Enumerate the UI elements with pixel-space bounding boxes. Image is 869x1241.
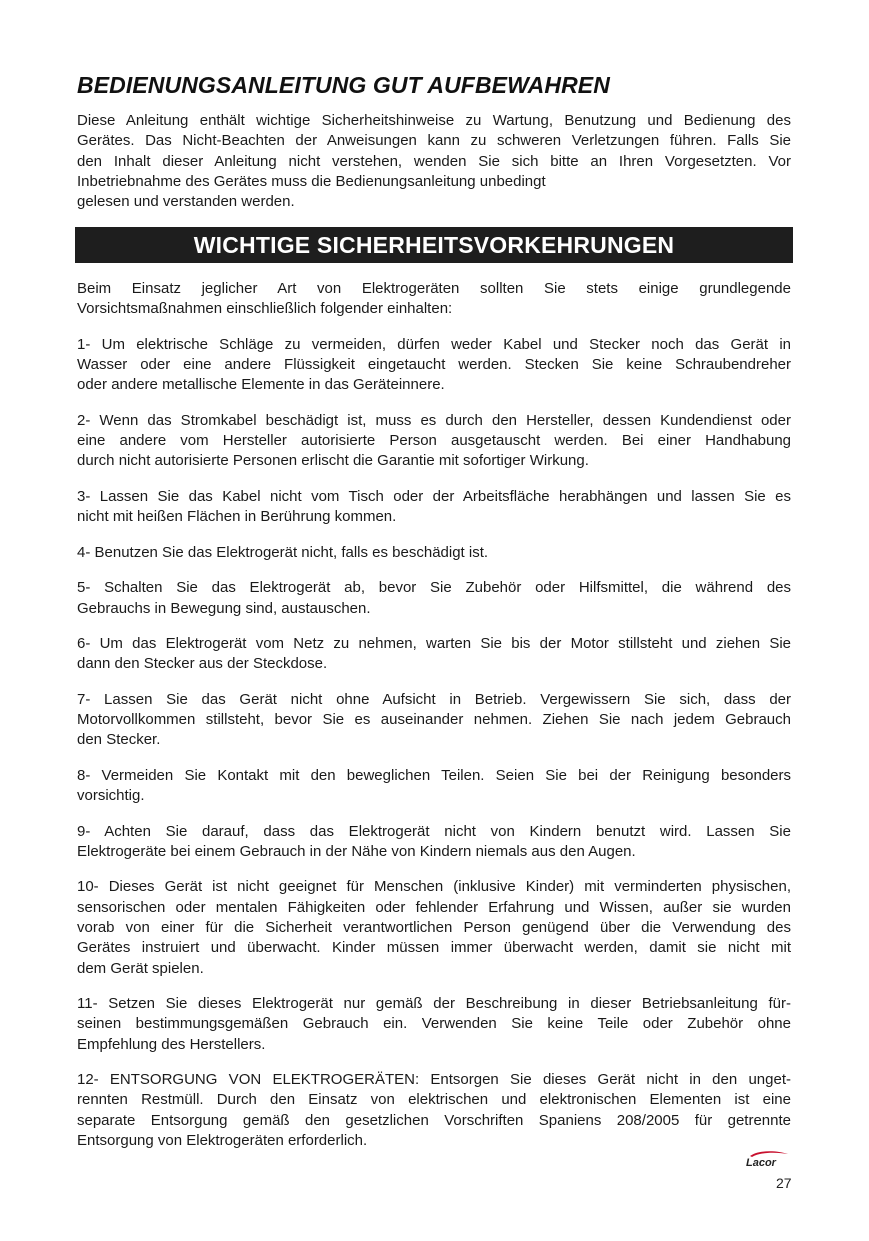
paragraph-item-10 xyxy=(77,877,791,978)
paragraph-preamble xyxy=(77,279,791,320)
paragraph-item-12 xyxy=(77,1070,791,1151)
text-line: 7- Lassen Sie das Gerät nicht ohne Aufsicht in Betrieb. Vergewissern Sie sich, dass der xyxy=(77,690,791,708)
text-line: Gebrauchs in Bewegung sind, austauschen. xyxy=(77,599,371,617)
text-line: dann den Stecker aus der Steckdose. xyxy=(77,655,328,673)
page-title: BEDIENUNGSANLEITUNG GUT AUFBEWAHREN xyxy=(77,72,610,98)
text-line: Motorvollkommen stillsteht, bevor Sie es auseinander nehmen. Ziehen Sie nach jedem Gebrauch xyxy=(77,711,791,729)
paragraph-item-2 xyxy=(77,411,791,472)
text-line: 1- Um elektrische Schläge zu vermeiden, dürfen weder Kabel und Stecker noch das Gerät in xyxy=(77,335,791,353)
text-line: 3- Lassen Sie das Kabel nicht vom Tisch oder der Arbeitsfläche herabhängen und lassen Sie es xyxy=(77,487,791,505)
text-line: 4- Benutzen Sie das Elektrogerät nicht, falls es beschädigt ist. xyxy=(77,543,489,561)
paragraph-item-4 xyxy=(77,543,791,563)
paragraph-item-9 xyxy=(77,822,791,863)
page-number: 27 xyxy=(776,1175,792,1191)
safety-instructions xyxy=(77,279,791,1167)
text-line: seinen bestimmungsgemäßen Gebrauch ein. Verwenden Sie keine Teile oder Zubehör ohne xyxy=(77,1015,791,1033)
text-line: 6- Um das Elektrogerät vom Netz zu nehmen, warten Sie bis der Motor stillsteht und ziehen Sie xyxy=(77,634,791,652)
logo-wordmark: Lacor xyxy=(746,1157,776,1168)
text-line: 10- Dieses Gerät ist nicht geeignet für Menschen (inklusive Kinder) mit verminderten physischen, xyxy=(77,878,791,896)
text-line: Empfehlung des Herstellers. xyxy=(77,1035,266,1053)
text-line: 5- Schalten Sie das Elektrogerät ab, bevor Sie Zubehör oder Hilfsmittel, die während des xyxy=(77,579,791,597)
intro-line: Diese Anleitung enthält wichtige Sicherheitshinweise zu Wartung, Benutzung und Bedienung des xyxy=(77,112,791,129)
section-heading: WICHTIGE SICHERHEITSVORKEHRUNGEN xyxy=(75,227,793,263)
text-line: vorab von einer für die Sicherheit verantwortlichen Person genügend über die Verwendung des xyxy=(77,919,791,936)
text-line: 8- Vermeiden Sie Kontakt mit den beweglichen Teilen. Seien Sie bei der Reinigung besonders xyxy=(77,766,791,784)
text-line: separate Entsorgung gemäß den gesetzlichen Vorschriften Spaniens 208/2005 für getrennte xyxy=(77,1111,791,1129)
lacor-logo-icon xyxy=(744,1150,794,1168)
paragraph-item-7 xyxy=(77,690,791,751)
text-line: Gerätes instruiert und überwacht. Kinder müssen immer überwacht werden, damit sie nicht mit xyxy=(77,939,791,957)
paragraph-item-8 xyxy=(77,766,791,807)
paragraph-item-6 xyxy=(77,634,791,675)
text-line: vorsichtig. xyxy=(77,787,145,805)
text-line: dem Gerät spielen. xyxy=(77,959,204,977)
intro-paragraph xyxy=(77,111,791,212)
text-line: den Stecker. xyxy=(77,731,161,749)
text-line: oder andere metallische Elemente in das Geräteinnere. xyxy=(77,376,445,394)
intro-line: gelesen und verstanden werden. xyxy=(77,193,295,211)
paragraph-item-11 xyxy=(77,994,791,1055)
text-line: Wasser oder eine andere Flüssigkeit eingetaucht werden. Stecken Sie keine Schraubendreher xyxy=(77,356,791,374)
text-line: 11- Setzen Sie dieses Elektrogerät nur gemäß der Beschreibung in dieser Betriebsanleitung für- xyxy=(77,995,791,1013)
intro-line: Gerätes. Das Nicht-Beachten der Anweisungen kann zu schweren Verletzungen führen. Falls Sie xyxy=(77,132,791,150)
text-line: Elektrogeräte bei einem Gebrauch in der Nähe von Kindern niemals aus den Augen. xyxy=(77,842,636,860)
text-line: 12- ENTSORGUNG VON ELEKTROGERÄTEN: Entsorgen Sie dieses Gerät nicht in den unget- xyxy=(77,1071,791,1089)
paragraph-item-5 xyxy=(77,578,791,619)
text-line: durch nicht autorisierte Personen erlischt die Garantie mit sofortiger Wirkung. xyxy=(77,452,589,470)
paragraph-item-3 xyxy=(77,487,791,528)
text-line: sensorischen oder mentalen Fähigkeiten oder fehlender Erfahrung und Wissen, außer sie wurden xyxy=(77,898,791,916)
text-line: Beim Einsatz jeglicher Art von Elektrogeräten sollten Sie stets einige grundlegende xyxy=(77,280,791,297)
text-line: eine andere vom Hersteller autorisierte Person ausgetauscht werden. Bei einer Handhabung xyxy=(77,432,791,450)
intro-line: den Inhalt dieser Anleitung nicht verstehen, wenden Sie sich bitte an Ihren Vorgesetzten. Vor xyxy=(77,152,791,170)
text-line: Entsorgung von Elektrogeräten erforderlich. xyxy=(77,1132,368,1150)
text-line: rennten Restmüll. Durch den Einsatz von elektrischen und elektronischen Elementen ist eine xyxy=(77,1091,791,1109)
text-line: 9- Achten Sie darauf, dass das Elektrogerät nicht von Kindern benutzt wird. Lassen Sie xyxy=(77,822,791,840)
text-line: Vorsichtsmaßnahmen einschließlich folgender einhalten: xyxy=(77,300,453,318)
paragraph-item-1 xyxy=(77,335,791,396)
text-line: 2- Wenn das Stromkabel beschädigt ist, muss es durch den Hersteller, dessen Kundendienst oder xyxy=(77,411,791,429)
intro-line: Inbetriebnahme des Gerätes muss die Bedienungsanleitung unbedingt xyxy=(77,172,546,190)
text-line: nicht mit heißen Flächen in Berührung kommen. xyxy=(77,508,397,526)
